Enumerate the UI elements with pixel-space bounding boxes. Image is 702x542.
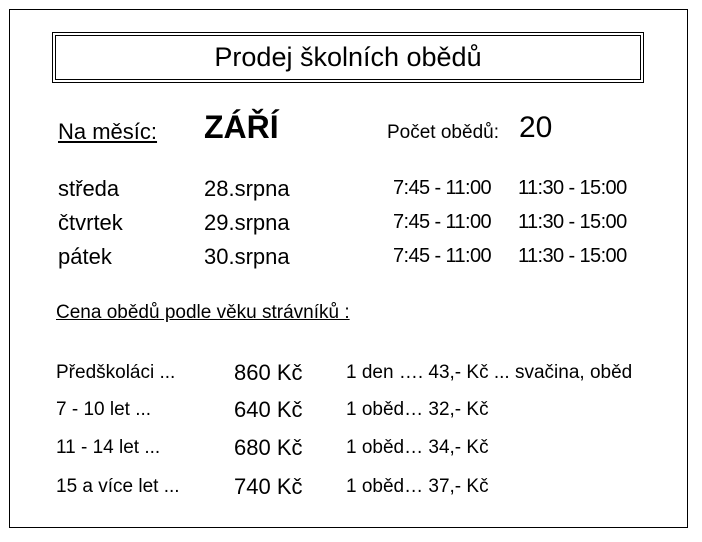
month-label: Na měsíc: <box>58 119 158 144</box>
sale-day-name: pátek <box>58 244 112 269</box>
age-group: 11 - 14 let ... <box>56 437 161 458</box>
price-heading: Cena obědů podle věku strávníků : <box>56 302 350 323</box>
meal-count-value: 20 <box>519 111 553 144</box>
price-note: 1 den …. 43,- Kč ... svačina, oběd <box>346 362 633 383</box>
sale-day-name: čtvrtek <box>58 210 123 235</box>
price-note: 1 oběd… 37,- Kč <box>346 476 489 497</box>
sale-time-morning: 7:45 - 11:00 <box>393 211 492 233</box>
sale-time-morning: 7:45 - 11:00 <box>393 245 492 267</box>
age-group: 7 - 10 let ... <box>56 399 152 420</box>
sale-day-date: 28.srpna <box>204 176 290 201</box>
age-group: 15 a více let ... <box>56 476 180 497</box>
age-group: Předškoláci ... <box>56 362 176 383</box>
monthly-price: 740 Kč <box>234 474 303 499</box>
meal-count-label: Počet obědů: <box>387 122 499 143</box>
sale-day-date: 30.srpna <box>204 244 290 269</box>
price-note: 1 oběd… 34,- Kč <box>346 437 489 458</box>
page-title: Prodej školních obědů <box>55 35 641 80</box>
monthly-price: 680 Kč <box>234 435 303 460</box>
monthly-price: 640 Kč <box>234 397 303 422</box>
sale-time-morning: 7:45 - 11:00 <box>393 177 492 199</box>
month-value: ZÁŘÍ <box>204 109 279 145</box>
monthly-price: 860 Kč <box>234 360 303 385</box>
price-note: 1 oběd… 32,- Kč <box>346 399 489 420</box>
sale-day-name: středa <box>58 176 120 201</box>
sale-time-afternoon: 11:30 - 15:00 <box>518 245 627 267</box>
title-box <box>52 32 644 83</box>
sale-time-afternoon: 11:30 - 15:00 <box>518 177 627 199</box>
sale-time-afternoon: 11:30 - 15:00 <box>518 211 627 233</box>
sale-day-date: 29.srpna <box>204 210 290 235</box>
